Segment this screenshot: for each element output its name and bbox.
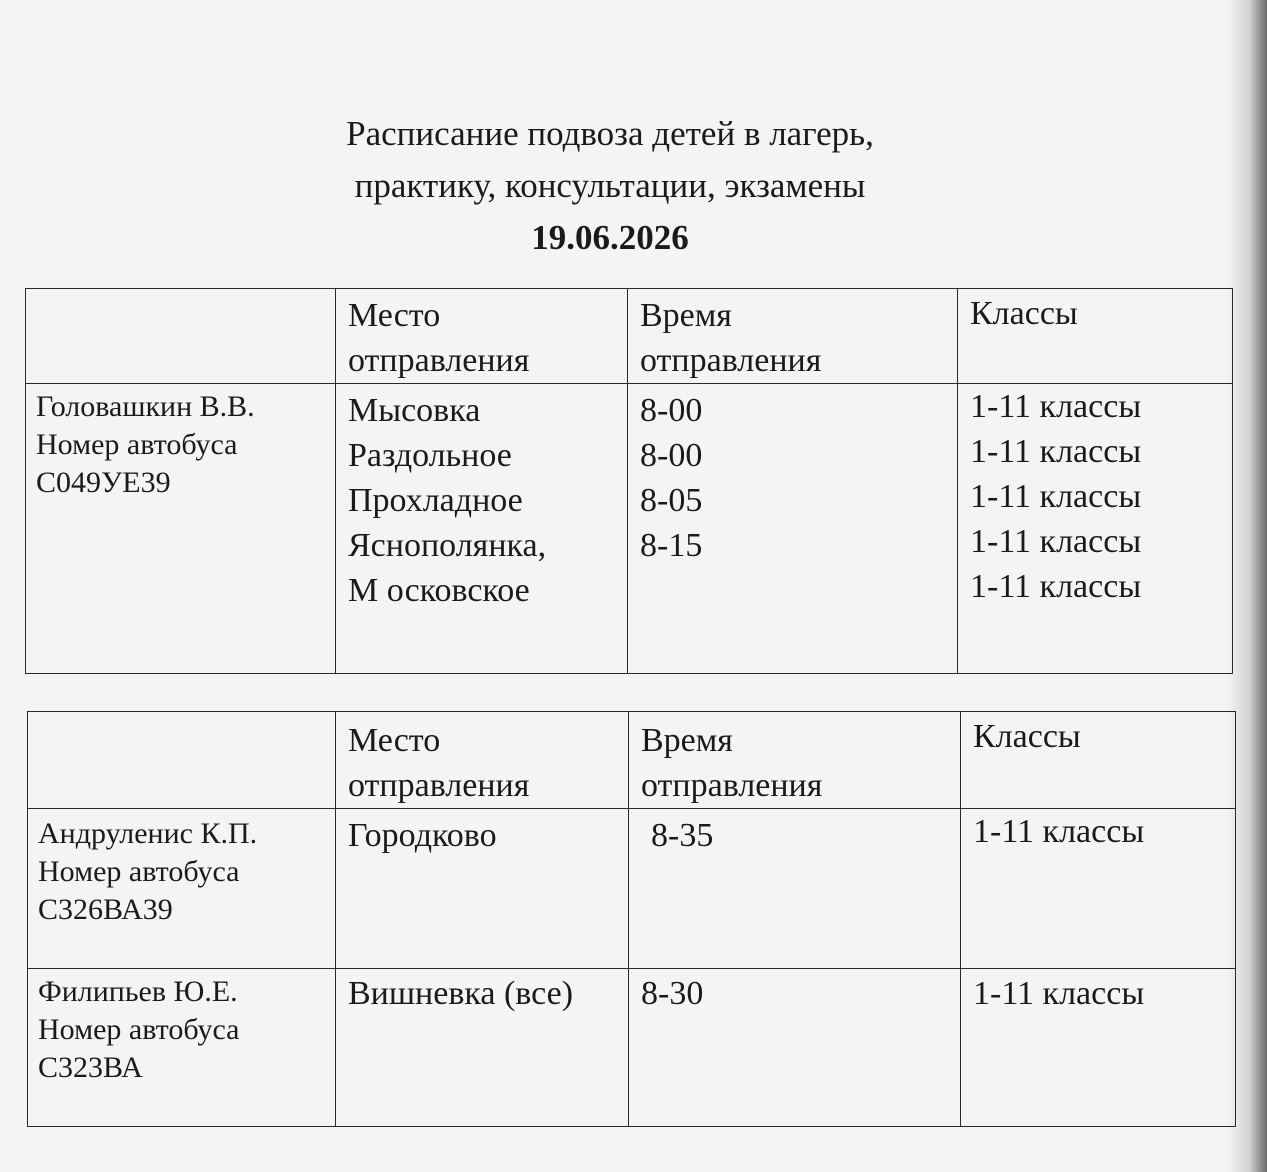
document-title — [0, 108, 1220, 264]
bus-number: С049УЕ39 — [36, 466, 171, 499]
time-cell — [629, 809, 961, 969]
table-header-row — [26, 289, 1233, 384]
bus-label: Номер автобуса — [36, 428, 238, 461]
place-item: Яснополянка, — [348, 527, 547, 564]
place-item: Мысовка — [348, 392, 481, 429]
header-place-line2: отправления — [348, 342, 530, 379]
place-item: М осковское — [348, 572, 530, 609]
time-item: 8-00 — [640, 392, 703, 429]
time-item: 8-30 — [641, 975, 704, 1012]
classes-item: 1-11 классы — [970, 478, 1142, 515]
time-item: 8-00 — [640, 437, 703, 474]
header-classes-cell — [958, 289, 1233, 384]
classes-item: 1-11 классы — [973, 813, 1145, 850]
classes-item: 1-11 классы — [970, 568, 1142, 605]
table-header-row — [28, 712, 1236, 809]
classes-item: 1-11 классы — [970, 388, 1142, 425]
header-place-line1: Место — [348, 297, 441, 334]
header-time-cell — [629, 712, 961, 809]
header-time-line1: Время — [640, 297, 732, 334]
header-classes: Классы — [970, 295, 1078, 332]
place-cell — [336, 809, 629, 969]
classes-item: 1-11 классы — [970, 523, 1142, 560]
times-cell — [628, 384, 958, 674]
place-item: Вишневка (все) — [348, 975, 574, 1012]
driver-name: Андруленис К.П. — [38, 817, 258, 850]
header-empty-cell — [28, 712, 336, 809]
place-item: Городково — [348, 817, 497, 854]
classes-item: 1-11 классы — [973, 975, 1145, 1012]
time-item: 8-15 — [640, 527, 703, 564]
header-time-cell — [628, 289, 958, 384]
header-empty-cell — [26, 289, 336, 384]
table-row — [28, 809, 1236, 969]
header-place-cell — [336, 289, 628, 384]
schedule-table-2 — [27, 711, 1236, 1127]
header-classes-cell — [961, 712, 1236, 809]
table-row — [28, 969, 1236, 1127]
title-date: 19.06.2026 — [531, 218, 689, 257]
driver-name: Филипьев Ю.Е. — [38, 975, 238, 1008]
driver-cell — [26, 384, 336, 674]
time-cell — [629, 969, 961, 1127]
header-place-line1: Место — [348, 722, 441, 759]
place-item: Раздольное — [348, 437, 512, 474]
bus-label: Номер автобуса — [38, 1013, 240, 1046]
driver-cell — [28, 969, 336, 1127]
header-time-line1: Время — [641, 722, 733, 759]
driver-cell — [28, 809, 336, 969]
bus-number: С323ВА — [38, 1051, 143, 1084]
bus-number: С326ВА39 — [38, 893, 173, 926]
classes-cell — [961, 809, 1236, 969]
title-line-2: практику, консультации, экзамены — [354, 166, 866, 205]
place-item: Прохладное — [348, 482, 523, 519]
classes-cell — [958, 384, 1233, 674]
bus-label: Номер автобуса — [38, 855, 240, 888]
header-time-line2: отправления — [641, 767, 823, 804]
time-item: 8-05 — [640, 482, 703, 519]
schedule-table-1 — [25, 288, 1233, 674]
places-cell — [336, 384, 628, 674]
driver-name: Головашкин В.В. — [36, 390, 255, 423]
classes-item: 1-11 классы — [970, 433, 1142, 470]
time-item: 8-35 — [651, 817, 714, 854]
title-line-1: Расписание подвоза детей в лагерь, — [346, 114, 874, 153]
classes-cell — [961, 969, 1236, 1127]
table-row — [26, 384, 1233, 674]
header-place-line2: отправления — [348, 767, 530, 804]
header-time-line2: отправления — [640, 342, 822, 379]
header-classes: Классы — [973, 718, 1081, 755]
header-place-cell — [336, 712, 629, 809]
place-cell — [336, 969, 629, 1127]
